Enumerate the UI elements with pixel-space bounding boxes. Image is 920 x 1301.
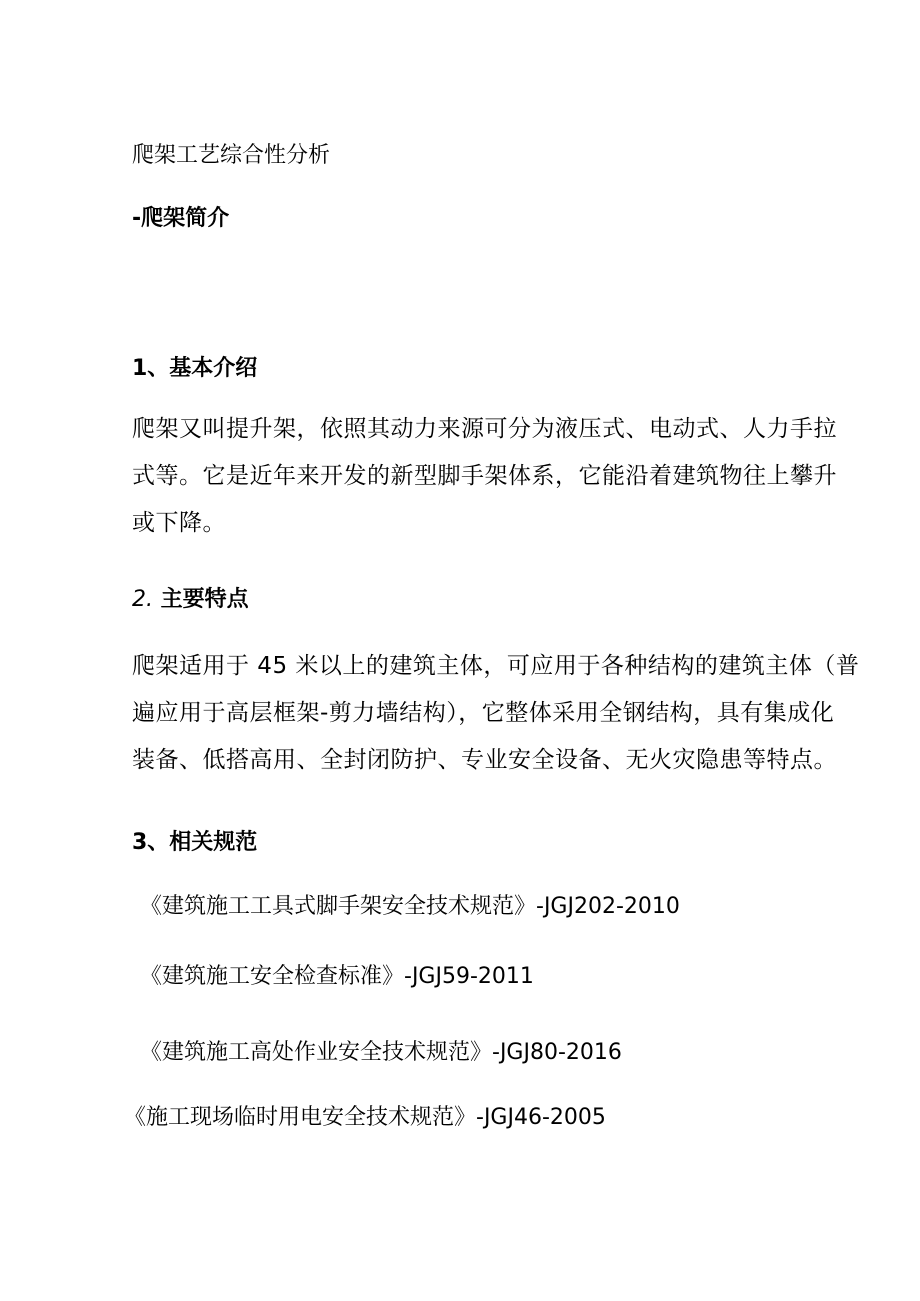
paragraph-line: 遍应用于高层框架-剪力墙结构），它整体采用全钢结构，具有集成化: [132, 700, 835, 726]
heading-text: 主要特点: [160, 587, 249, 612]
heading-main-features: [132, 587, 249, 613]
section-title: -爬架简介: [132, 206, 230, 231]
paragraph-line: 装备、低搭高用、全封闭防护、专业安全设备、无火灾隐患等特点。: [132, 747, 837, 773]
heading-basic-intro: 1、基本介绍: [132, 356, 258, 381]
reference-item: 《施工现场临时用电安全技术规范》-JGJ46-2005: [124, 1105, 606, 1130]
heading-related-standards: 3、相关规范: [132, 830, 258, 855]
paragraph-main-features: [132, 643, 860, 784]
paragraph-basic-intro: [132, 406, 837, 547]
paragraph-line: 或下降。: [132, 510, 226, 536]
document-title: 爬架工艺综合性分析: [132, 143, 331, 168]
reference-item: 《建筑施工工具式脚手架安全技术规范》-JGJ202-2010: [140, 894, 680, 919]
paragraph-line: 爬架适用于 45 米以上的建筑主体，可应用于各种结构的建筑主体（普: [132, 653, 860, 679]
paragraph-line: 爬架又叫提升架，依照其动力来源可分为液压式、电动式、人力手拉: [132, 416, 837, 442]
paragraph-line: 式等。它是近年来开发的新型脚手架体系，它能沿着建筑物往上攀升: [132, 463, 837, 489]
reference-item: 《建筑施工安全检查标准》-JGJ59-2011: [140, 964, 534, 989]
heading-number: 2.: [132, 587, 153, 612]
reference-item: 《建筑施工高处作业安全技术规范》-JGJ80-2016: [140, 1040, 622, 1065]
